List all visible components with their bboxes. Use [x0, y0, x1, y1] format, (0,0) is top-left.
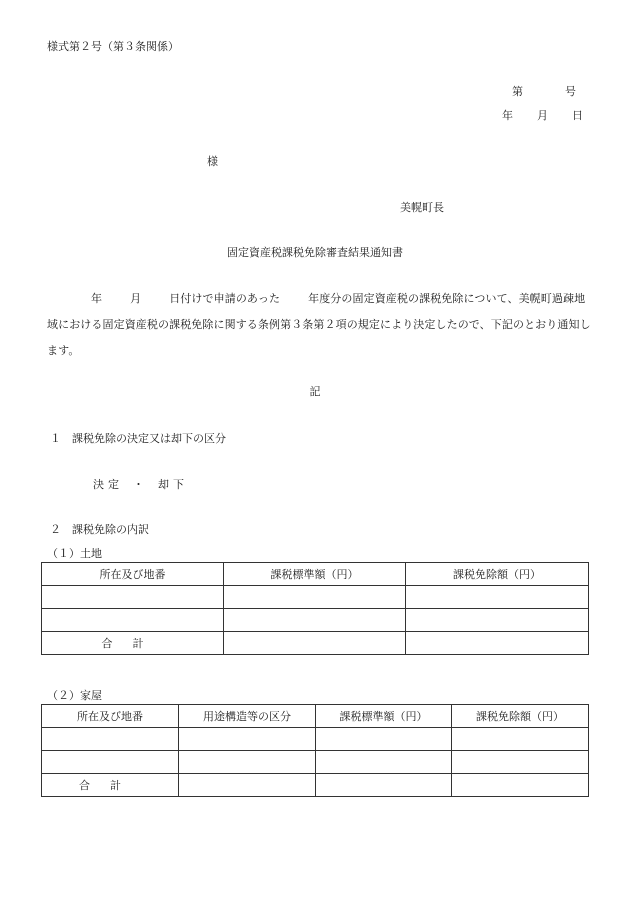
decision-option: 決定 — [93, 478, 123, 491]
table-row — [42, 751, 589, 774]
land-subheading: （１）土地 — [47, 547, 102, 560]
table-cell — [42, 586, 224, 609]
date-year: 年 — [502, 109, 513, 122]
form-number-label: 様式第２号（第３条関係） — [47, 40, 179, 53]
land-table — [41, 562, 589, 655]
number-prefix: 第 — [512, 85, 523, 98]
table-cell — [406, 632, 589, 655]
total-label: 合計 — [42, 632, 224, 655]
table-cell — [224, 609, 406, 632]
table-cell — [452, 728, 589, 751]
table-cell — [316, 774, 452, 797]
table-cell — [179, 774, 316, 797]
table-cell — [224, 586, 406, 609]
ki-marker: 記 — [309, 385, 321, 398]
section-1-heading: １ 課税免除の決定又は却下の区分 — [50, 432, 226, 445]
document-date — [502, 107, 583, 123]
date-month: 月 — [537, 109, 548, 122]
table-total-row — [42, 632, 589, 655]
document-number — [512, 83, 576, 99]
body-month: 月 — [130, 292, 142, 305]
table-row — [42, 609, 589, 632]
body-year: 年 — [91, 292, 103, 305]
table-cell — [316, 751, 452, 774]
table-row — [42, 586, 589, 609]
table-cell — [42, 751, 179, 774]
table-total-row — [42, 774, 589, 797]
table-cell — [179, 728, 316, 751]
total-label: 合計 — [42, 774, 179, 797]
table-cell — [452, 751, 589, 774]
table-cell — [452, 774, 589, 797]
table-cell — [224, 632, 406, 655]
table-cell — [42, 609, 224, 632]
body-date-text: 日付けで申請のあった — [169, 292, 281, 305]
header-usage-structure: 用途構造等の区分 — [179, 705, 316, 728]
rejection-option: 却下 — [158, 478, 188, 491]
header-tax-base: 課税標準額（円） — [224, 563, 406, 586]
addressee: 様 — [207, 155, 218, 168]
house-subheading: （２）家屋 — [47, 689, 102, 702]
table-header-row — [42, 705, 589, 728]
body-paragraph — [47, 286, 595, 364]
document-title: 固定資産税課税免除審査結果通知書 — [227, 246, 403, 259]
header-tax-base: 課税標準額（円） — [316, 705, 452, 728]
header-exemption: 課税免除額（円） — [452, 705, 589, 728]
header-location: 所在及び地番 — [42, 563, 224, 586]
number-suffix: 号 — [565, 85, 576, 98]
header-exemption: 課税免除額（円） — [406, 563, 589, 586]
table-cell — [42, 728, 179, 751]
table-cell — [406, 609, 589, 632]
decision-options — [93, 476, 188, 492]
sender: 美幌町長 — [400, 201, 444, 214]
section-2-heading: ２ 課税免除の内訳 — [50, 523, 149, 536]
table-cell — [316, 728, 452, 751]
date-day: 日 — [572, 109, 583, 122]
table-row — [42, 728, 589, 751]
table-cell — [406, 586, 589, 609]
decision-separator: ・ — [133, 478, 148, 491]
table-cell — [179, 751, 316, 774]
header-location: 所在及び地番 — [42, 705, 179, 728]
table-header-row — [42, 563, 589, 586]
house-table — [41, 704, 589, 797]
body-fiscal-text: 年度分の固定資産税の課税免除について、美幌町過疎地域における固定資産税の課税免除に関する条例第３条第２項の規定により決定したので、下記のとおり通知します。 — [47, 292, 591, 357]
